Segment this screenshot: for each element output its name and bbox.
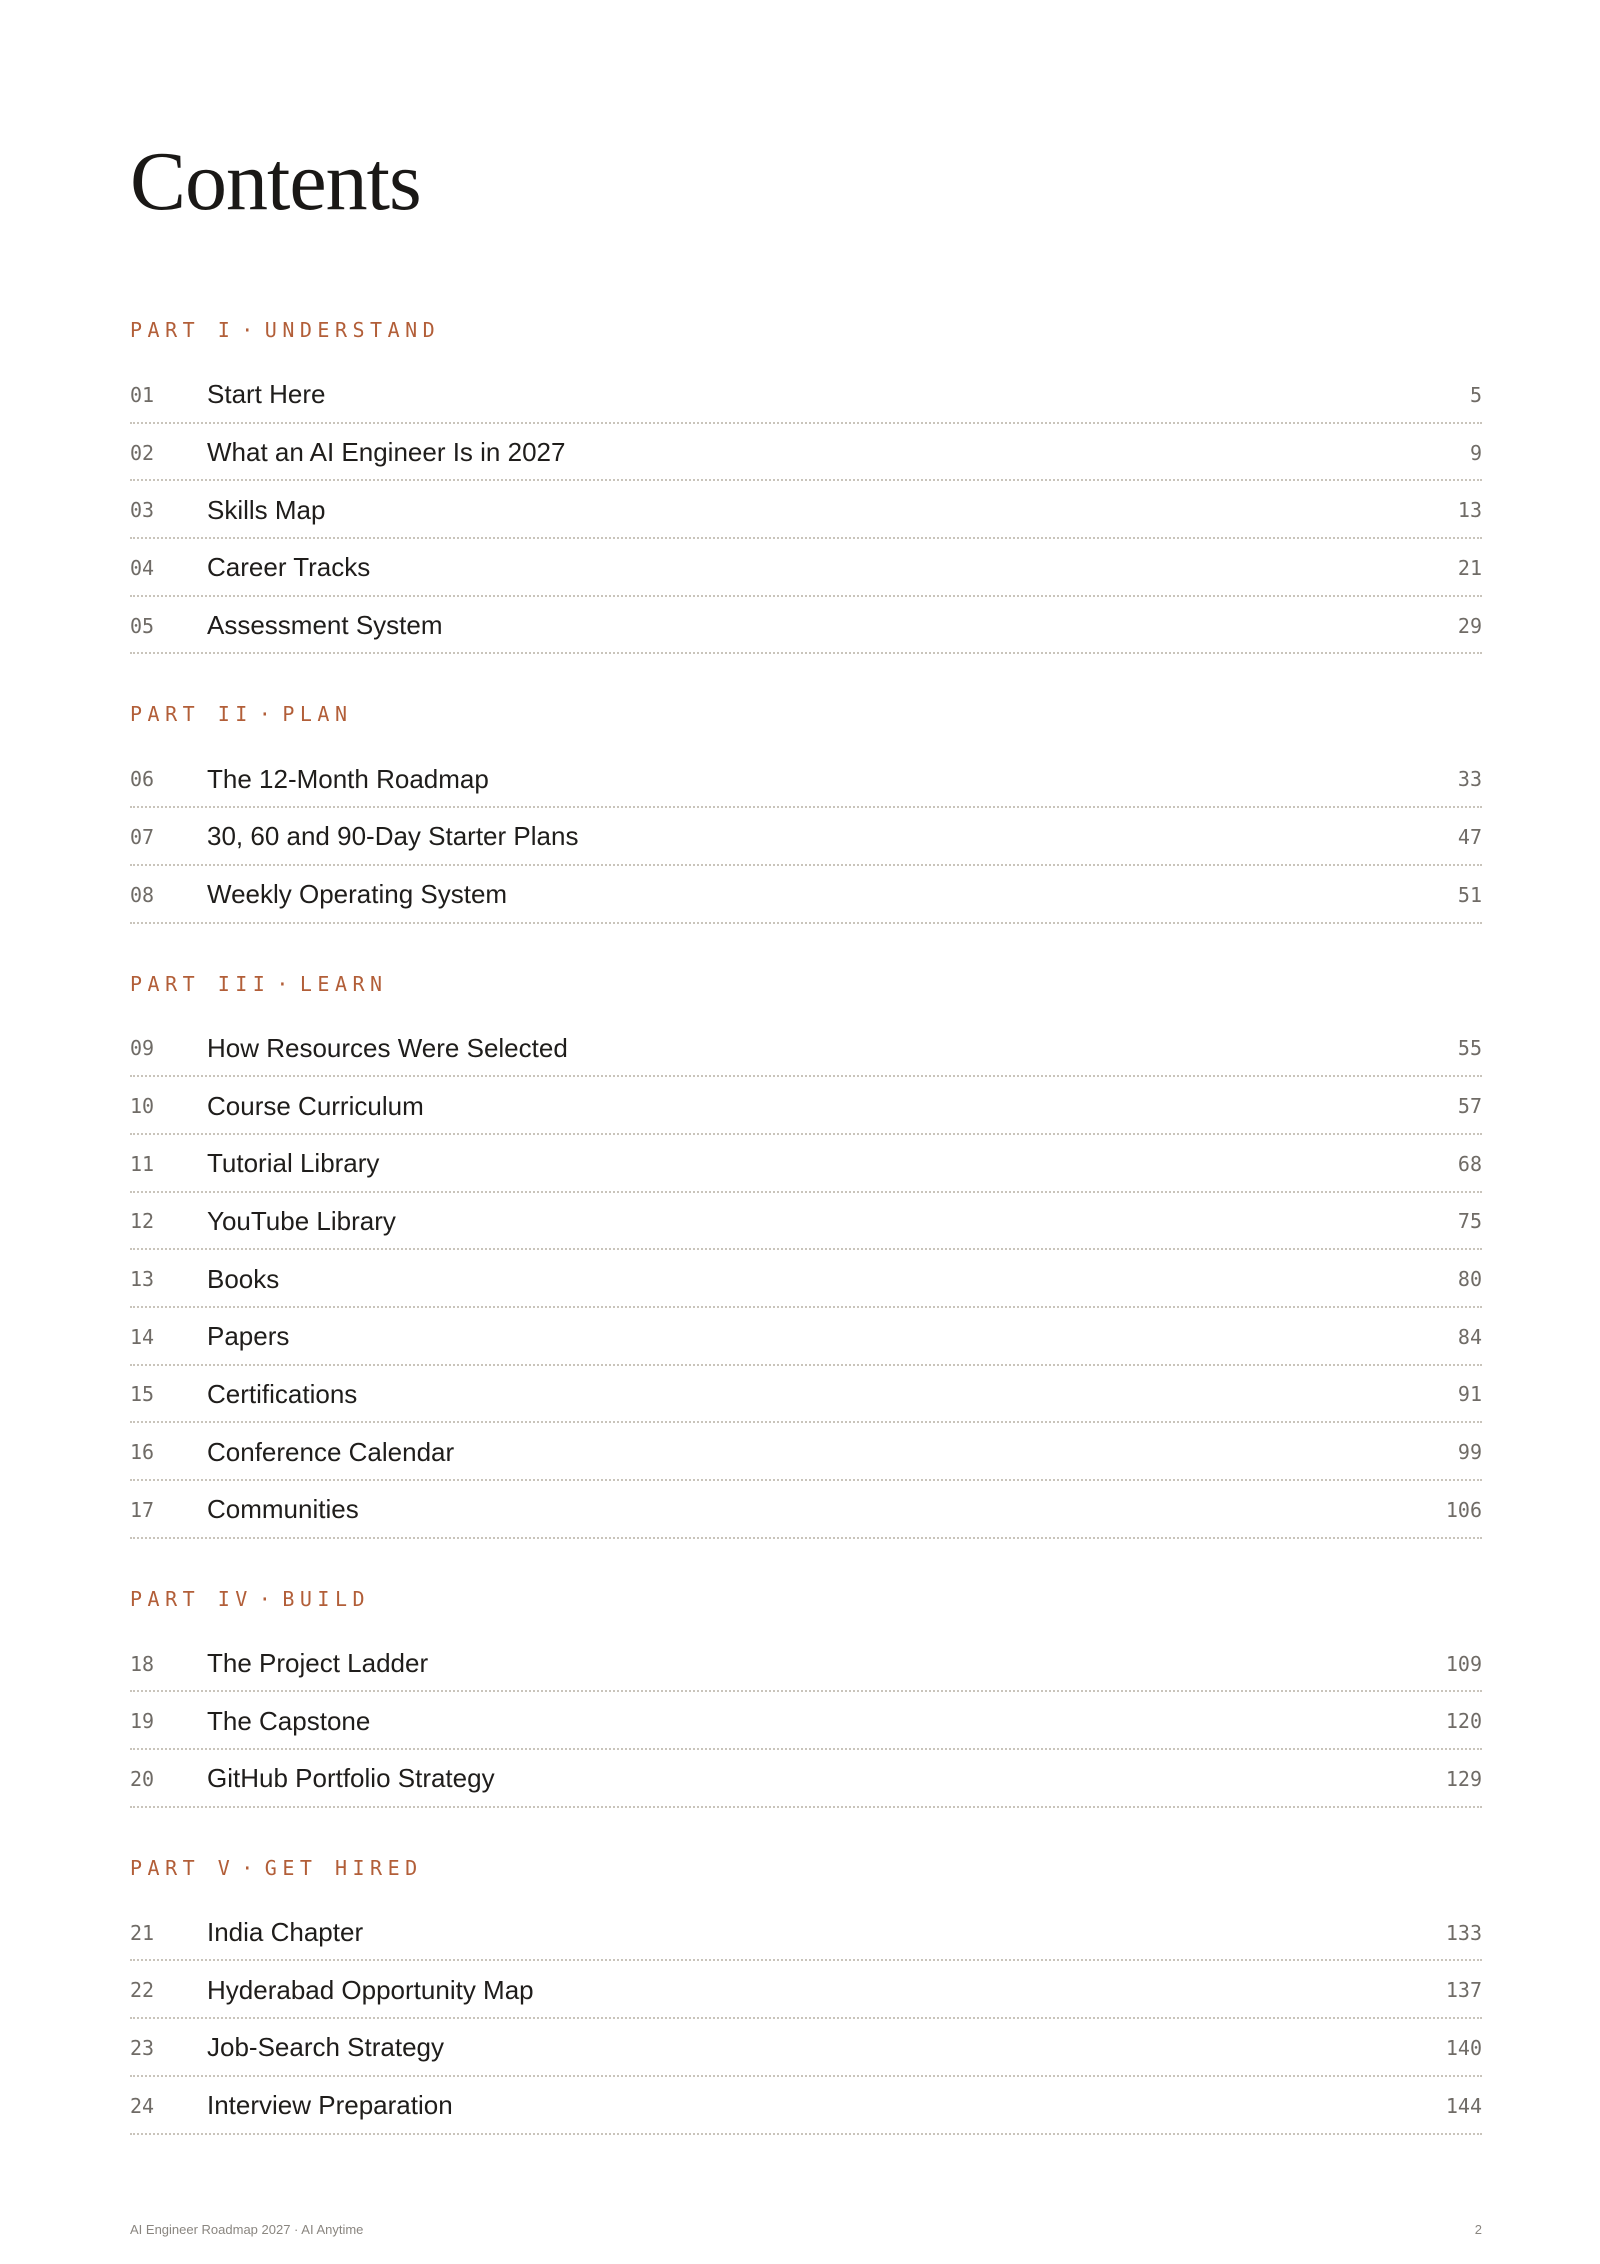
table-of-contents: [130, 308, 1482, 2135]
chapter-title[interactable]: How Resources Were Selected: [207, 1032, 568, 1063]
toc-entry[interactable]: [130, 1481, 1482, 1539]
chapter-page-number: 133: [1445, 1920, 1482, 1945]
part-separator: ·: [241, 318, 259, 342]
part-name: PLAN: [282, 702, 353, 727]
chapter-number: 18: [130, 1651, 155, 1676]
chapter-page-number: 47: [1457, 824, 1482, 849]
toc-entry[interactable]: [130, 1135, 1482, 1193]
chapter-title[interactable]: Start Here: [207, 379, 326, 410]
part-number: PART I: [130, 318, 236, 342]
toc-entry[interactable]: [130, 866, 1482, 924]
chapter-page-number: 84: [1457, 1324, 1482, 1349]
chapter-number: 13: [130, 1267, 155, 1292]
part-heading: [130, 308, 1482, 352]
toc-entry[interactable]: [130, 539, 1482, 597]
part-heading: [130, 962, 1482, 1006]
chapter-number: 02: [130, 440, 155, 465]
chapter-page-number: 55: [1457, 1036, 1482, 1061]
chapter-page-number: 5: [1469, 382, 1482, 407]
part-spacer: [130, 1808, 1482, 1846]
part-spacer: [130, 1539, 1482, 1577]
chapter-number: 15: [130, 1382, 155, 1407]
part-heading: [130, 1846, 1482, 1890]
part-spacer: [130, 654, 1482, 692]
toc-entry[interactable]: [130, 1077, 1482, 1135]
chapter-number: 03: [130, 498, 155, 523]
chapter-title[interactable]: India Chapter: [207, 1917, 364, 1948]
chapter-number: 20: [130, 1766, 155, 1791]
chapter-number: 09: [130, 1036, 155, 1061]
chapter-number: 11: [130, 1151, 155, 1176]
part-number: PART III: [130, 971, 271, 996]
chapter-title[interactable]: Weekly Operating System: [207, 879, 508, 910]
chapter-number: 21: [130, 1920, 155, 1945]
footer-text: AI Engineer Roadmap 2027 · AI Anytime: [130, 2222, 364, 2237]
chapter-page-number: 99: [1457, 1440, 1482, 1465]
toc-entry[interactable]: [130, 1904, 1482, 1962]
part-spacer: [130, 924, 1482, 962]
part-separator: ·: [258, 1586, 277, 1611]
chapter-number: 23: [130, 2035, 155, 2060]
chapter-title[interactable]: Conference Calendar: [207, 1436, 455, 1467]
chapter-number: 17: [130, 1497, 155, 1522]
toc-part: [130, 1846, 1482, 2135]
chapter-number: 22: [130, 1978, 155, 2003]
chapter-page-number: 129: [1445, 1766, 1482, 1791]
chapter-number: 07: [130, 824, 155, 849]
chapter-page-number: 29: [1457, 613, 1482, 638]
chapter-page-number: 120: [1445, 1709, 1482, 1734]
toc-entry[interactable]: [130, 1423, 1482, 1481]
chapter-title[interactable]: Job-Search Strategy: [207, 2032, 445, 2063]
part-separator: ·: [276, 971, 294, 996]
part-heading: [130, 692, 1482, 736]
toc-entry[interactable]: [130, 424, 1482, 482]
chapter-title[interactable]: What an AI Engineer Is in 2027: [207, 437, 566, 468]
chapter-number: 05: [130, 613, 155, 638]
page-footer: [130, 2222, 1482, 2237]
chapter-title[interactable]: Assessment System: [207, 610, 443, 641]
chapter-number: 10: [130, 1094, 155, 1119]
chapter-title[interactable]: Tutorial Library: [207, 1148, 380, 1179]
toc-part: [130, 962, 1482, 1539]
toc-entry[interactable]: [130, 481, 1482, 539]
toc-entry[interactable]: [130, 1193, 1482, 1251]
chapter-page-number: 91: [1457, 1382, 1482, 1407]
chapter-title[interactable]: Books: [207, 1263, 280, 1294]
part-separator: ·: [258, 702, 277, 727]
chapter-title[interactable]: Certifications: [207, 1378, 358, 1409]
page-title: Contents: [130, 135, 421, 228]
chapter-number: 14: [130, 1324, 155, 1349]
toc-entry[interactable]: [130, 366, 1482, 424]
toc-entry[interactable]: [130, 597, 1482, 655]
part-name: UNDERSTAND: [264, 318, 441, 342]
chapter-number: 08: [130, 882, 155, 907]
toc-entry[interactable]: [130, 1692, 1482, 1750]
footer-page-number: 2: [1474, 2222, 1482, 2237]
chapter-title[interactable]: Career Tracks: [207, 552, 371, 583]
chapter-title[interactable]: 30, 60 and 90-Day Starter Plans: [207, 821, 579, 852]
chapter-title[interactable]: Interview Preparation: [207, 2090, 453, 2121]
chapter-number: 12: [130, 1209, 155, 1234]
chapter-page-number: 57: [1457, 1094, 1482, 1119]
chapter-title[interactable]: The 12-Month Roadmap: [207, 763, 489, 794]
toc-part: [130, 1577, 1482, 1808]
chapter-title[interactable]: Skills Map: [207, 494, 326, 525]
toc-part: [130, 308, 1482, 654]
chapter-title[interactable]: GitHub Portfolio Strategy: [207, 1763, 495, 1794]
chapter-title[interactable]: Papers: [207, 1321, 290, 1352]
toc-entry[interactable]: [130, 1635, 1482, 1693]
toc-entry[interactable]: [130, 2077, 1482, 2135]
toc-entry[interactable]: [130, 2019, 1482, 2077]
chapter-page-number: 106: [1445, 1497, 1482, 1522]
part-number: PART V: [130, 1855, 236, 1880]
chapter-number: 16: [130, 1440, 155, 1465]
chapter-page-number: 109: [1445, 1651, 1482, 1676]
part-separator: ·: [241, 1855, 259, 1880]
chapter-title[interactable]: The Capstone: [207, 1705, 371, 1736]
chapter-title[interactable]: YouTube Library: [207, 1205, 396, 1236]
part-name: GET HIRED: [264, 1855, 423, 1880]
chapter-page-number: 137: [1445, 1978, 1482, 2003]
chapter-title[interactable]: The Project Ladder: [207, 1648, 429, 1679]
chapter-number: 06: [130, 767, 155, 792]
part-number: PART II: [130, 702, 253, 727]
part-number: PART IV: [130, 1586, 253, 1611]
toc-entry[interactable]: [130, 808, 1482, 866]
chapter-page-number: 140: [1445, 2035, 1482, 2060]
chapter-page-number: 80: [1457, 1267, 1482, 1292]
chapter-number: 19: [130, 1709, 155, 1734]
part-name: BUILD: [282, 1586, 371, 1611]
chapter-page-number: 51: [1457, 882, 1482, 907]
chapter-number: 24: [130, 2093, 155, 2118]
chapter-page-number: 68: [1457, 1151, 1482, 1176]
toc-entry[interactable]: [130, 1750, 1482, 1808]
toc-entry[interactable]: [130, 1308, 1482, 1366]
document-page: [130, 0, 1482, 2264]
chapter-title[interactable]: Communities: [207, 1494, 359, 1525]
toc-entry[interactable]: [130, 1961, 1482, 2019]
chapter-title[interactable]: Hyderabad Opportunity Map: [207, 1974, 534, 2005]
toc-entry[interactable]: [130, 1020, 1482, 1078]
chapter-page-number: 33: [1457, 767, 1482, 792]
chapter-page-number: 144: [1445, 2093, 1482, 2118]
part-heading: [130, 1577, 1482, 1621]
chapter-number: 01: [130, 382, 155, 407]
chapter-title[interactable]: Course Curriculum: [207, 1090, 424, 1121]
part-name: LEARN: [299, 971, 388, 996]
chapter-page-number: 9: [1469, 440, 1482, 465]
chapter-page-number: 21: [1457, 555, 1482, 580]
chapter-page-number: 75: [1457, 1209, 1482, 1234]
toc-part: [130, 692, 1482, 923]
toc-entry[interactable]: [130, 1366, 1482, 1424]
chapter-page-number: 13: [1457, 498, 1482, 523]
chapter-number: 04: [130, 555, 155, 580]
toc-entry[interactable]: [130, 750, 1482, 808]
toc-entry[interactable]: [130, 1250, 1482, 1308]
